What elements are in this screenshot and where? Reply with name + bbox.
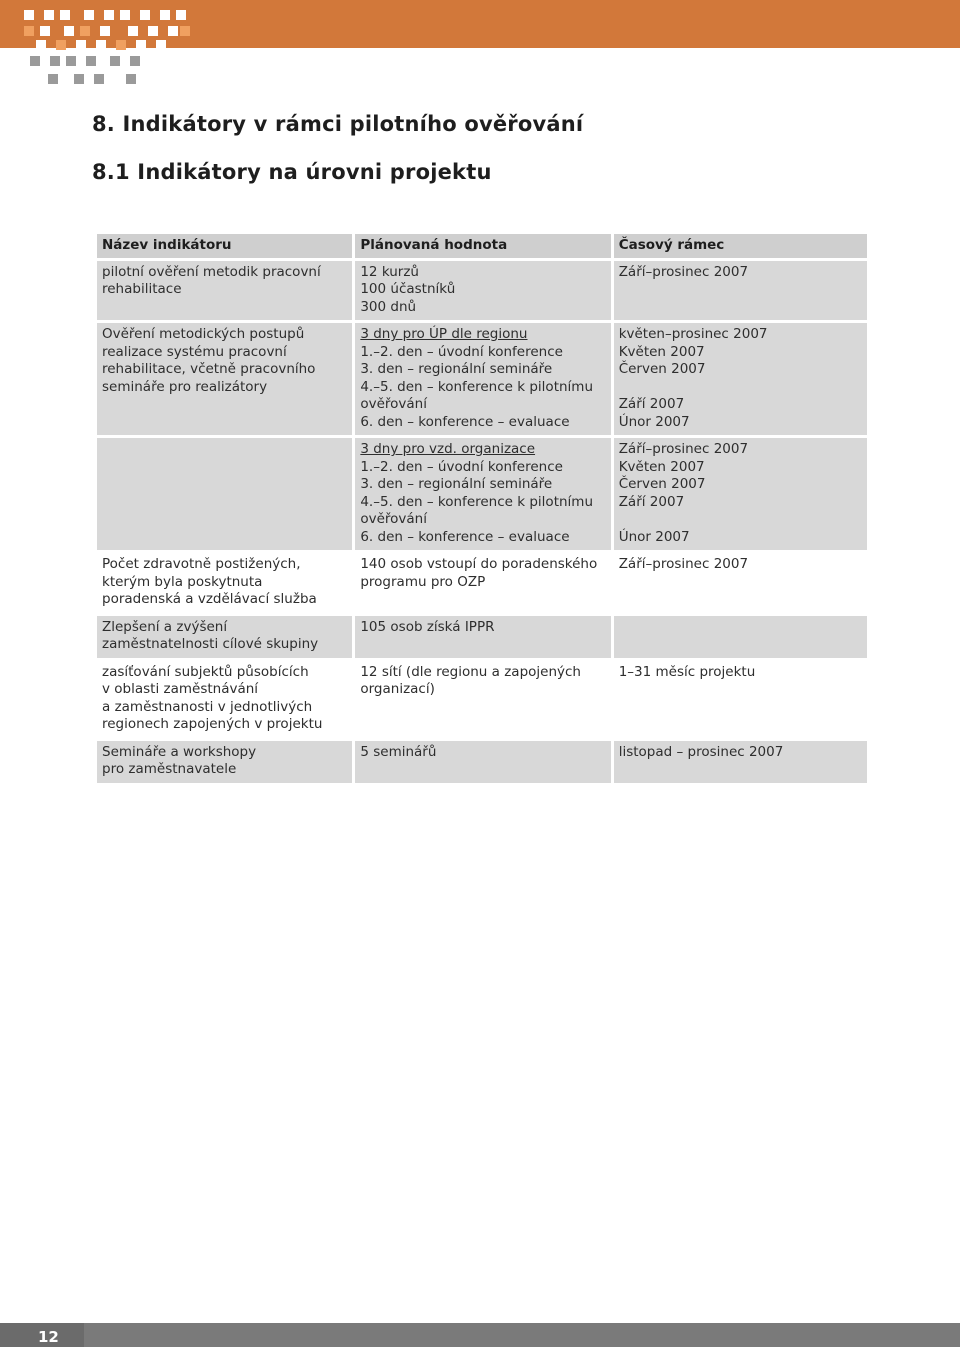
logo-square bbox=[48, 74, 58, 84]
cell-line: 3. den – regionální semináře bbox=[360, 361, 553, 377]
table-row bbox=[97, 553, 867, 613]
cell-line: zasíťování subjektů působících bbox=[102, 663, 309, 680]
cell-line: 1–31 měsíc projektu bbox=[618, 663, 756, 680]
cell-indicator-name bbox=[97, 553, 352, 613]
cell-planned-value bbox=[355, 438, 610, 550]
cell-line: realizace systému pracovní bbox=[102, 343, 287, 360]
logo-square bbox=[80, 26, 90, 36]
cell-line: Semináře a workshopy bbox=[102, 743, 257, 760]
logo-square bbox=[116, 40, 126, 50]
cell-indicator-name bbox=[97, 741, 352, 783]
table-header-row bbox=[97, 234, 867, 258]
cell-line: kterým byla poskytnuta bbox=[102, 573, 263, 590]
page-number: 12 bbox=[0, 1323, 84, 1347]
cell-line: programu pro OZP bbox=[360, 573, 486, 590]
cell-line: semináře pro realizátory bbox=[102, 378, 268, 395]
logo-square bbox=[60, 10, 70, 20]
cell-line: Září–prosinec 2007 bbox=[618, 556, 749, 572]
cell-time-frame bbox=[614, 553, 867, 613]
logo-square bbox=[64, 26, 74, 36]
header-planned-value: Plánovaná hodnota bbox=[355, 234, 610, 258]
table-body bbox=[97, 261, 867, 783]
table-row bbox=[97, 261, 867, 321]
logo-square bbox=[36, 40, 46, 50]
indicators-table bbox=[94, 231, 870, 786]
logo-square bbox=[104, 10, 114, 20]
cell-line: Září 2007 bbox=[618, 493, 685, 510]
cell-line: pro zaměstnavatele bbox=[102, 761, 237, 777]
logo-square bbox=[24, 26, 34, 36]
cell-indicator-name bbox=[97, 323, 352, 435]
cell-line: organizací) bbox=[360, 681, 435, 697]
cell-line: Září–prosinec 2007 bbox=[618, 263, 749, 280]
logo-square bbox=[74, 74, 84, 84]
cell-line: ověřování bbox=[360, 396, 427, 412]
cell-line: regionech zapojených v projektu bbox=[102, 716, 323, 732]
cell-line bbox=[619, 379, 862, 397]
logo-square bbox=[56, 40, 66, 50]
cell-planned-value bbox=[355, 553, 610, 613]
logo-square bbox=[140, 10, 150, 20]
logo-square bbox=[120, 10, 130, 20]
table-row bbox=[97, 616, 867, 658]
cell-time-frame bbox=[614, 661, 867, 738]
logo-square bbox=[128, 26, 138, 36]
subsection-title: 8.1 Indikátory na úrovni projektu bbox=[92, 160, 492, 184]
cell-line: rehabilitace, včetně pracovního bbox=[102, 361, 316, 377]
logo-square bbox=[40, 26, 50, 36]
logo-square bbox=[130, 56, 140, 66]
cell-indicator-name bbox=[97, 261, 352, 321]
logo-square bbox=[180, 26, 190, 36]
logo-square bbox=[30, 56, 40, 66]
cell-line: rehabilitace bbox=[102, 281, 182, 297]
cell-line: 105 osob získá IPPR bbox=[360, 618, 495, 635]
cell-time-frame bbox=[614, 323, 867, 435]
cell-line: 6. den – konference – evaluace bbox=[360, 528, 570, 545]
cell-line: 1.–2. den – úvodní konference bbox=[360, 343, 563, 360]
logo-square bbox=[76, 40, 86, 50]
cell-line: Květen 2007 bbox=[618, 458, 705, 475]
logo-square bbox=[136, 40, 146, 50]
cell-line: Únor 2007 bbox=[618, 413, 690, 430]
cell-line: 12 kurzů bbox=[360, 263, 419, 280]
header-indicator-name: Název indikátoru bbox=[97, 234, 352, 258]
cell-time-frame bbox=[614, 741, 867, 783]
cell-line: 5 seminářů bbox=[360, 743, 437, 760]
cell-line: Září 2007 bbox=[618, 396, 685, 412]
cell-indicator-name bbox=[97, 661, 352, 738]
cell-line: v oblasti zaměstnávání bbox=[102, 681, 259, 697]
cell-line bbox=[619, 511, 862, 529]
cell-line: poradenská a vzdělávací služba bbox=[102, 591, 317, 607]
table-row bbox=[97, 741, 867, 783]
cell-planned-value bbox=[355, 323, 610, 435]
logo-square bbox=[84, 10, 94, 20]
cell-time-frame bbox=[614, 616, 867, 658]
cell-line: 12 sítí (dle regionu a zapojených bbox=[360, 663, 581, 680]
cell-line: Červen 2007 bbox=[618, 361, 706, 377]
cell-line: 3 dny pro vzd. organizace bbox=[360, 441, 536, 457]
cell-line: 4.–5. den – konference k pilotnímu bbox=[360, 493, 594, 510]
table-row bbox=[97, 323, 867, 435]
cell-planned-value bbox=[355, 661, 610, 738]
cell-line: 3. den – regionální semináře bbox=[360, 476, 553, 492]
cell-line: květen–prosinec 2007 bbox=[618, 326, 768, 342]
cell-line: Únor 2007 bbox=[618, 528, 690, 545]
cell-planned-value bbox=[355, 261, 610, 321]
logo-square bbox=[126, 74, 136, 84]
cell-line: listopad – prosinec 2007 bbox=[618, 743, 784, 760]
logo-square bbox=[94, 74, 104, 84]
cell-indicator-name bbox=[97, 438, 352, 550]
cell-line: a zaměstnanosti v jednotlivých bbox=[102, 698, 313, 715]
logo-square bbox=[168, 26, 178, 36]
cell-time-frame bbox=[614, 261, 867, 321]
logo-square bbox=[66, 56, 76, 66]
cell-line: Počet zdravotně postižených, bbox=[102, 556, 301, 572]
logo-pixel-squares bbox=[0, 0, 200, 90]
logo-square bbox=[156, 40, 166, 50]
logo-square bbox=[110, 56, 120, 66]
cell-line: Červen 2007 bbox=[618, 476, 706, 492]
cell-indicator-name bbox=[97, 616, 352, 658]
header-time-frame: Časový rámec bbox=[614, 234, 867, 258]
logo-square bbox=[50, 56, 60, 66]
section-title: 8. Indikátory v rámci pilotního ověřování bbox=[92, 112, 584, 136]
logo-square bbox=[86, 56, 96, 66]
logo-square bbox=[100, 26, 110, 36]
cell-line: 300 dnů bbox=[360, 298, 417, 315]
cell-line: ověřování bbox=[360, 511, 427, 527]
logo-square bbox=[24, 10, 34, 20]
cell-line: zaměstnatelnosti cílové skupiny bbox=[102, 636, 319, 652]
cell-line: Září–prosinec 2007 bbox=[618, 441, 749, 457]
cell-line: 100 účastníků bbox=[360, 281, 456, 297]
logo-square bbox=[44, 10, 54, 20]
logo-square bbox=[96, 40, 106, 50]
cell-line: 1.–2. den – úvodní konference bbox=[360, 458, 563, 475]
cell-line: Ověření metodických postupů bbox=[102, 326, 305, 342]
cell-line: Květen 2007 bbox=[618, 343, 705, 360]
cell-line: Zlepšení a zvýšení bbox=[102, 618, 228, 635]
cell-planned-value bbox=[355, 616, 610, 658]
logo-square bbox=[148, 26, 158, 36]
logo-square bbox=[160, 10, 170, 20]
cell-line: 4.–5. den – konference k pilotnímu bbox=[360, 378, 594, 395]
logo-square bbox=[176, 10, 186, 20]
cell-line: 140 osob vstoupí do poradenského bbox=[360, 556, 598, 572]
table-row bbox=[97, 661, 867, 738]
cell-line: pilotní ověření metodik pracovní bbox=[102, 263, 321, 280]
cell-line: 3 dny pro ÚP dle regionu bbox=[360, 326, 528, 342]
cell-planned-value bbox=[355, 741, 610, 783]
table-row bbox=[97, 438, 867, 550]
cell-line: 6. den – konference – evaluace bbox=[360, 413, 570, 430]
bottom-gray-band bbox=[0, 1323, 960, 1347]
cell-time-frame bbox=[614, 438, 867, 550]
